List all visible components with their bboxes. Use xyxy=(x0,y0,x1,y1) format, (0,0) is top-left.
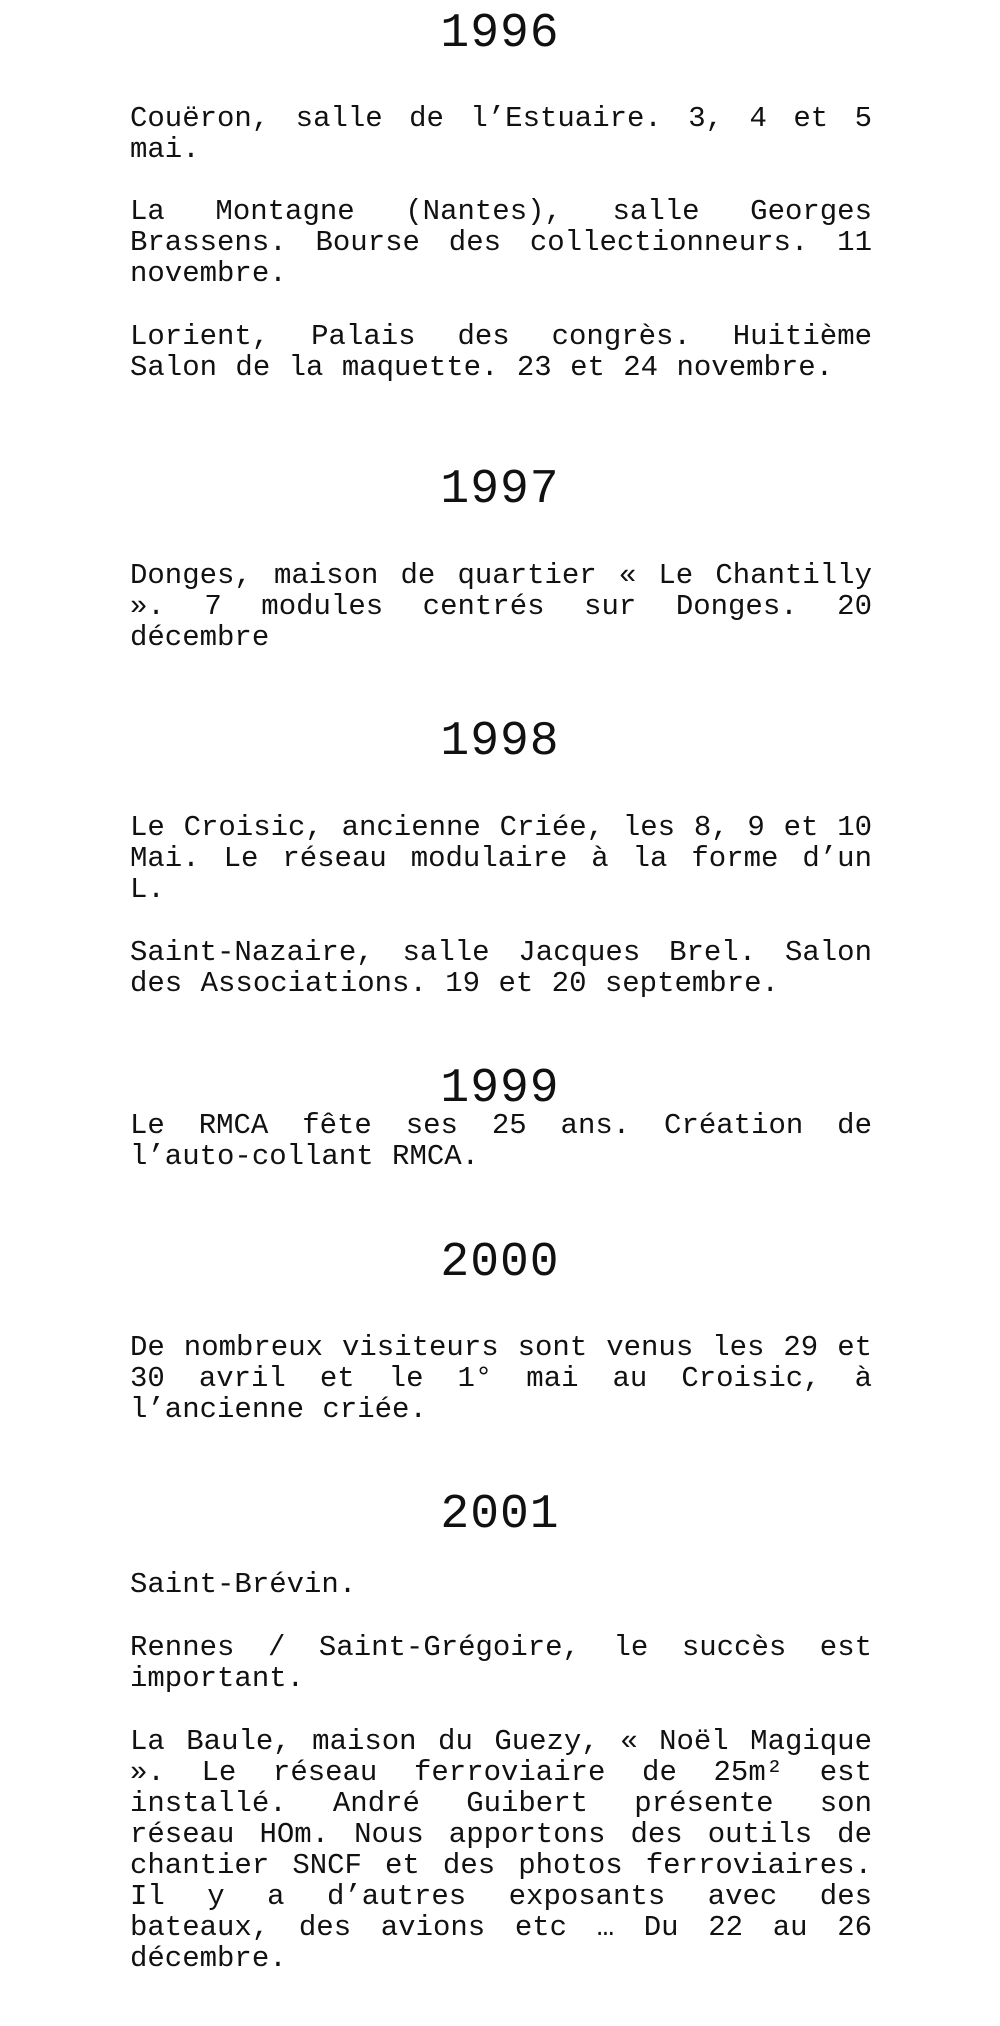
entry-1997-1: Donges, maison de quartier « Le Chantilly ». 7 modules centrés sur Donges. 20 décembre xyxy=(130,559,872,654)
entry-2001-1: Saint-Brévin. xyxy=(130,1568,357,1601)
year-heading-1999: 1999 xyxy=(440,1062,560,1116)
entry-1999-1: Le RMCA fête ses 25 ans. Création de l’auto-collant RMCA. xyxy=(130,1109,872,1173)
entry-1996-2: La Montagne (Nantes), salle Georges Brassens. Bourse des collectionneurs. 11 novembre. xyxy=(130,195,872,290)
entry-2001-3: La Baule, maison du Guezy, « Noël Magique ». Le réseau ferroviaire de 25m² est installé. André Guibert présente son réseau HOm. Nous apportons des outils de chantier SNCF et des photos ferroviaires. Il y a d’autres exposants avec des bateaux, des avions etc … Du 22 au 26 décembre. xyxy=(130,1725,872,1975)
entry-1996-3: Lorient, Palais des congrès. Huitième Salon de la maquette. 23 et 24 novembre. xyxy=(130,320,872,384)
entry-1996-1: Couëron, salle de l’Estuaire. 3, 4 et 5 mai. xyxy=(130,102,872,166)
year-heading-1997: 1997 xyxy=(440,463,560,517)
year-heading-1998: 1998 xyxy=(440,715,560,769)
year-heading-1996: 1996 xyxy=(440,7,560,61)
entry-2001-2: Rennes / Saint-Grégoire, le succès est important. xyxy=(130,1631,872,1695)
year-heading-2001: 2001 xyxy=(440,1488,560,1542)
year-heading-2000: 2000 xyxy=(440,1236,560,1290)
entry-1998-1: Le Croisic, ancienne Criée, les 8, 9 et 10 Mai. Le réseau modulaire à la forme d’un L. xyxy=(130,811,872,906)
entry-2000-1: De nombreux visiteurs sont venus les 29 et 30 avril et le 1° mai au Croisic, à l’ancienne criée. xyxy=(130,1331,872,1426)
entry-1998-2: Saint-Nazaire, salle Jacques Brel. Salon des Associations. 19 et 20 septembre. xyxy=(130,936,872,1000)
